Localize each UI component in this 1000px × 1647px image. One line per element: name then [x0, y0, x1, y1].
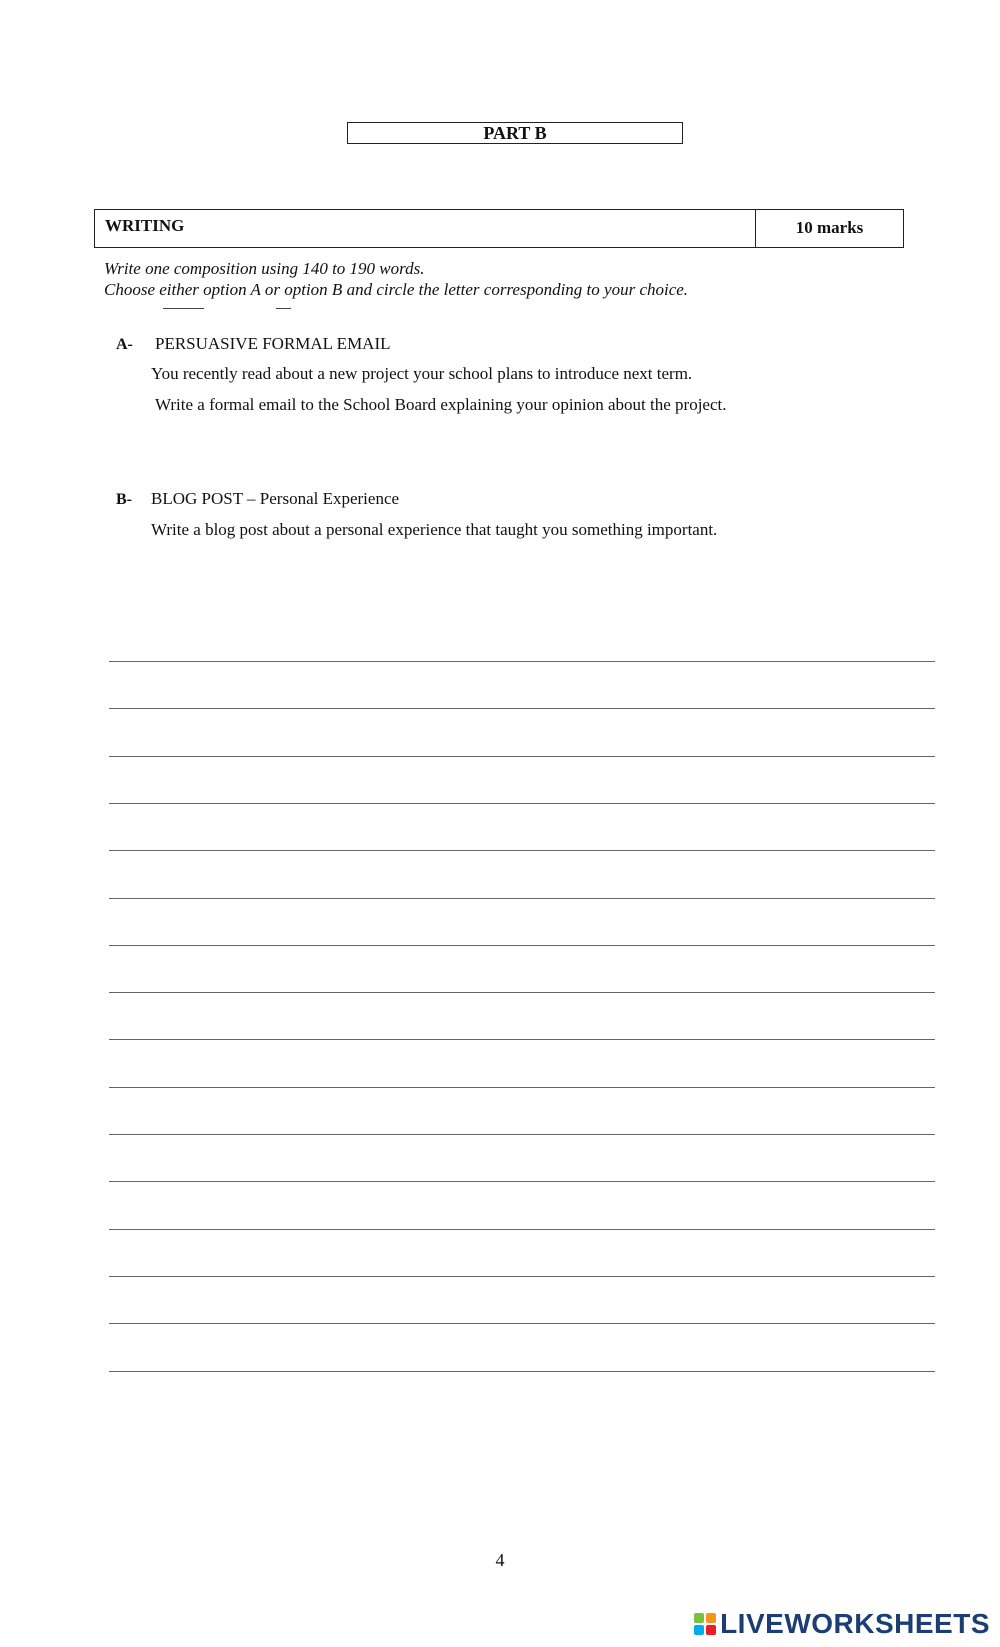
writing-line[interactable] [109, 850, 935, 851]
writing-line[interactable] [109, 756, 935, 757]
writing-line[interactable] [109, 1229, 935, 1230]
instruction-line-1: Write one composition using 140 to 190 words. [104, 259, 425, 278]
writing-line[interactable] [109, 945, 935, 946]
option-a-letter[interactable]: A- [116, 336, 133, 353]
liveworksheets-logo-icon [694, 1613, 716, 1635]
writing-line[interactable] [109, 1181, 935, 1182]
writing-line[interactable] [109, 661, 935, 662]
underline-mark [163, 308, 204, 309]
writing-line[interactable] [109, 803, 935, 804]
section-header-table [94, 209, 904, 248]
writing-line[interactable] [109, 1371, 935, 1372]
writing-line[interactable] [109, 898, 935, 899]
writing-line[interactable] [109, 1039, 935, 1040]
writing-line[interactable] [109, 1323, 935, 1324]
option-b-letter[interactable]: B- [116, 491, 132, 508]
part-label: PART B [347, 122, 683, 144]
instruction-line-2: Choose either option A or option B and circle the letter corresponding to your choice. [104, 280, 689, 299]
option-a-title: PERSUASIVE FORMAL EMAIL [155, 334, 391, 353]
writing-line[interactable] [109, 1134, 935, 1135]
writing-line[interactable] [109, 1276, 935, 1277]
writing-line[interactable] [109, 1087, 935, 1088]
liveworksheets-logo [694, 1608, 990, 1640]
instructions [104, 258, 688, 300]
logo-text: LIVEWORKSHEETS [720, 1608, 990, 1639]
underline-mark [276, 308, 291, 309]
section-title: WRITING [95, 210, 756, 247]
page-number: 4 [495, 1550, 505, 1570]
option-a-line-1: You recently read about a new project your school plans to introduce next term. [151, 364, 693, 383]
section-marks: 10 marks [795, 218, 864, 237]
option-b-title: BLOG POST – Personal Experience [151, 489, 400, 508]
option-a-line-2: Write a formal email to the School Board explaining your opinion about the project. [155, 395, 727, 414]
writing-line[interactable] [109, 992, 935, 993]
writing-line[interactable] [109, 708, 935, 709]
option-b-line-1: Write a blog post about a personal experience that taught you something important. [151, 520, 718, 539]
